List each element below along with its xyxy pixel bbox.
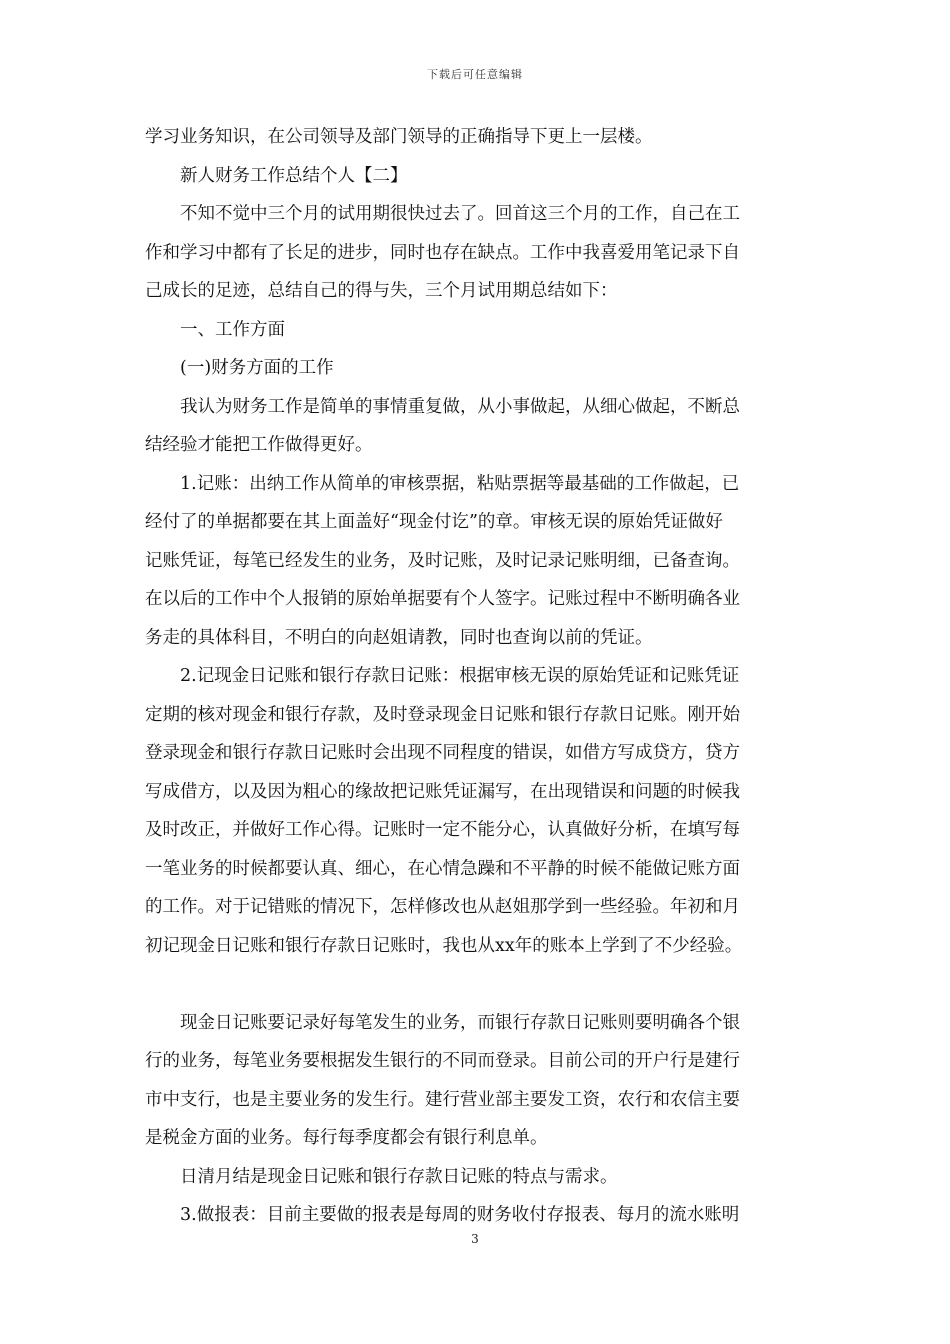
- text-line: 1.记账：出纳工作从简单的审核票据，粘贴票据等最基础的工作做起，已: [180, 473, 740, 494]
- text-line: 日清月结是现金日记账和银行存款日记账的特点与需求。: [180, 1166, 618, 1187]
- text-line: 作和学习中都有了长足的进步，同时也存在缺点。工作中我喜爱用笔记录下自: [145, 242, 740, 263]
- page-number: 3: [471, 1232, 479, 1246]
- text-line: 现金日记账要记录好每笔发生的业务，而银行存款日记账则要明确各个银: [180, 1012, 740, 1033]
- text-line: 结经验才能把工作做得更好。: [145, 435, 373, 455]
- text-line: 务走的具体科目，不明白的向赵姐请教，同时也查询以前的凭证。: [145, 627, 653, 648]
- text-line: 一笔业务的时候都要认真、细心，在心情急躁和不平静的时候不能做记账方面: [145, 858, 740, 879]
- text-line: 己成长的足迹，总结自己的得与失，三个月试用期总结如下：: [145, 281, 618, 301]
- text-line: 登录现金和银行存款日记账时会出现不同程度的错误，如借方写成贷方，贷方: [145, 743, 740, 763]
- text-line: 是税金方面的业务。每行每季度都会有银行利息单。: [145, 1128, 548, 1148]
- text-line: 在以后的工作中个人报销的原始单据要有个人签字。记账过程中不断明确各业: [145, 589, 740, 609]
- text-line: 我认为财务工作是简单的事情重复做，从小事做起，从细心做起，不断总: [180, 396, 740, 417]
- text-line: 3.做报表：目前主要做的报表是每周的财务收付存报表、每月的流水账明: [180, 1205, 740, 1225]
- text-line: 初记现金日记账和银行存款日记账时，我也从xx年的账本上学到了不少经验。: [145, 935, 743, 956]
- text-line: 记账凭证，每笔已经发生的业务，及时记账，及时记录记账明细，已备查询。: [145, 550, 740, 571]
- text-line: 经付了的单据都要在其上面盖好“现金付讫”的章。审核无误的原始凭证做好: [145, 512, 723, 532]
- text-line: 定期的核对现金和银行存款，及时登录现金日记账和银行存款日记账。刚开始: [145, 704, 740, 725]
- page-header: 下载后可任意编辑: [427, 68, 523, 81]
- document-body: [145, 118, 810, 1235]
- text-line: 一、工作方面: [180, 319, 285, 340]
- text-line: 行的业务，每笔业务要根据发生银行的不同而登录。目前公司的开户行是建行: [145, 1051, 740, 1071]
- text-line: 市中支行，也是主要业务的发生行。建行营业部主要发工资，农行和农信主要: [145, 1089, 740, 1110]
- text-line: 2.记现金日记账和银行存款日记账：根据审核无误的原始凭证和记账凭证: [180, 666, 740, 686]
- text-line: (一)财务方面的工作: [180, 358, 334, 378]
- paragraph-gap: [145, 965, 810, 1004]
- text-line: 的工作。对于记错账的情况下，怎样修改也从赵姐那学到一些经验。年初和月: [145, 897, 740, 917]
- text-line: 写成借方，以及因为粗心的缘故把记账凭证漏写，在出现错误和问题的时候我: [145, 781, 740, 802]
- text-line: 新人财务工作总结个人【二】: [180, 165, 408, 186]
- text-line: 及时改正，并做好工作心得。记账时一定不能分心，认真做好分析，在填写每: [145, 820, 740, 840]
- text-line: 学习业务知识，在公司领导及部门领导的正确指导下更上一层楼。: [145, 127, 653, 147]
- text-line: 不知不觉中三个月的试用期很快过去了。回首这三个月的工作，自己在工: [180, 204, 740, 224]
